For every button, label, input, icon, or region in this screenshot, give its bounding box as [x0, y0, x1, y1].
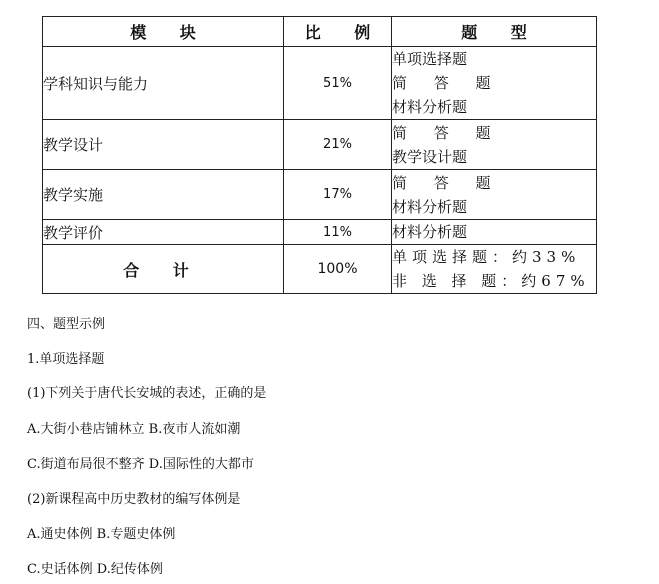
type-item: 简 答 题 — [392, 173, 502, 192]
subsection-title: 1.单项选择题 — [27, 352, 105, 367]
types-cell — [392, 120, 597, 170]
total-type-item: 非 选 择 题：约67% — [392, 272, 590, 290]
table-row — [43, 120, 597, 170]
question-1-stem: (1)下列关于唐代长安城的表述，正确的是 — [27, 386, 267, 401]
ratio-cell: 11% — [284, 220, 392, 245]
header-ratio: 比 例 — [284, 17, 392, 47]
module-cell: 教学评价 — [43, 220, 284, 245]
module-cell: 学科知识与能力 — [43, 47, 284, 120]
module-ratio-table — [42, 16, 597, 294]
table-row — [43, 220, 597, 245]
type-item: 简 答 题 — [392, 74, 502, 92]
types-cell — [392, 220, 597, 245]
type-item: 教学设计题 — [392, 147, 468, 166]
total-type-item: 单项选择题：约33% — [392, 248, 581, 266]
total-label: 合 计 — [43, 245, 284, 294]
header-question-type: 题 型 — [392, 17, 597, 47]
ratio-cell: 21% — [284, 120, 392, 170]
ratio-cell: 17% — [284, 170, 392, 220]
question-1-options-cd: C.街道布局很不整齐 D.国际性的大都市 — [27, 457, 254, 472]
table-row — [43, 47, 597, 120]
type-item: 简 答 题 — [392, 123, 502, 142]
question-1-options-ab: A.大街小巷店铺林立 B.夜市人流如潮 — [27, 422, 241, 437]
type-item: 材料分析题 — [392, 197, 468, 216]
module-cell: 教学设计 — [43, 120, 284, 170]
type-item: 材料分析题 — [392, 223, 468, 241]
module-cell: 教学实施 — [43, 170, 284, 220]
total-types-cell — [392, 245, 597, 294]
section-title: 四、题型示例 — [27, 317, 106, 332]
table-row — [43, 170, 597, 220]
type-item: 单项选择题 — [392, 50, 468, 68]
types-cell — [392, 170, 597, 220]
question-2-stem: (2)新课程高中历史教材的编写体例是 — [27, 492, 241, 507]
table-header-row — [43, 17, 597, 47]
header-module: 模 块 — [43, 17, 284, 47]
question-2-options-ab: A.通史体例 B.专题史体例 — [27, 527, 176, 542]
question-2-options-cd: C.史话体例 D.纪传体例 — [27, 562, 163, 577]
types-cell — [392, 47, 597, 120]
type-item: 材料分析题 — [392, 98, 468, 116]
table-total-row — [43, 245, 597, 294]
total-ratio: 100% — [284, 245, 392, 294]
ratio-cell: 51% — [284, 47, 392, 120]
